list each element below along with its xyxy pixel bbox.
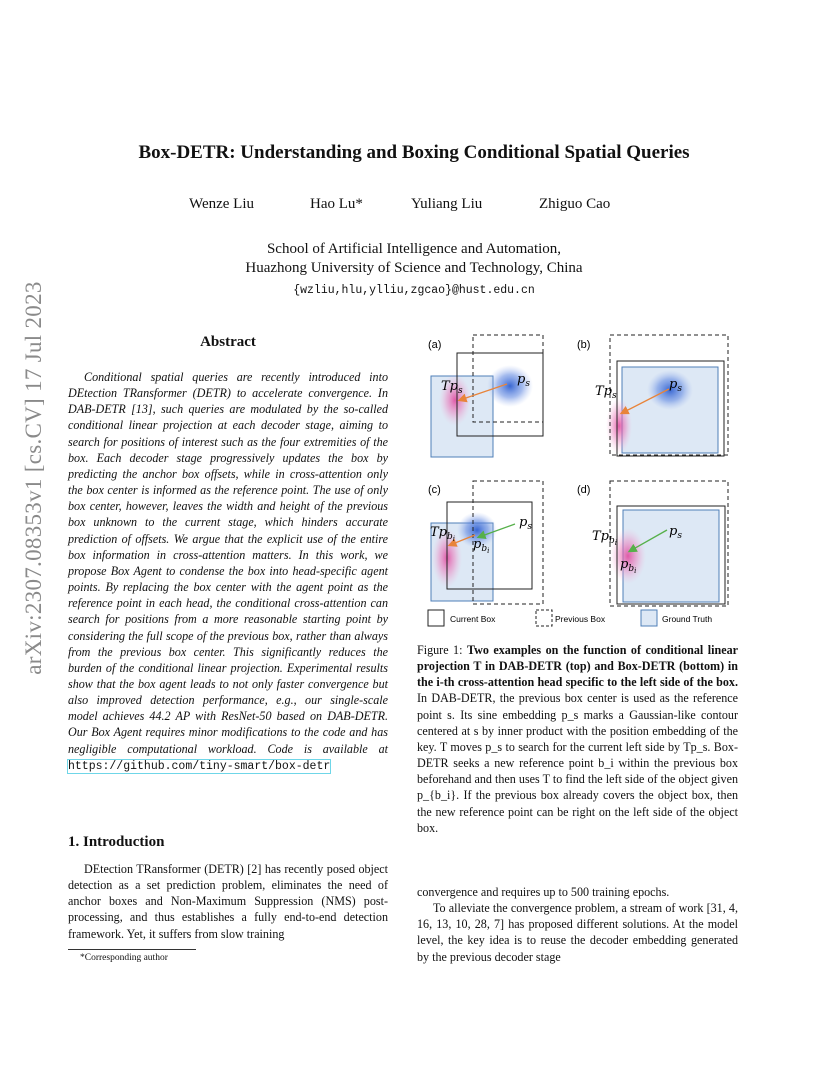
abstract-text: Conditional spatial queries are recently introduced into DEtection TRansformer (DETR) to accelerate convergence. In DAB-DETR [13], such queries are modulated by the so-called conditional linear projection at each decoder stage, aiming to search for positions of interest such as the four extremities of the box. Each decoder stage progressively updates the box by predicting the anchor box offsets, while in cross-attention only the box center is informed as the reference point. The use of only box center, however, leaves the width and height of the previous box unknown to the current stage, which hinders accurate prediction of offsets. We argue that the explicit use of the entire box information in cross-attention matters. In this work, we propose Box Agent to condense the box into head-specific agent points. By replacing the box center with the agent point as the reference point in each head, the conditional cross-attention can search for positions from a more reasonable starting point by considering the full scope of the previous box, rather than always from the previous box center. This significantly reduces the burden of the conditional linear projection. Experimental results show that the box agent leads to not only faster convergence but also improved detection performance, e.g., our single-scale model achieves 44.2 AP with ResNet-50 based on DAB-DETR. Our Box Agent requires minor modifications to the code and has negligible computational workload. Code is available at	[68, 370, 388, 756]
intro-right-column	[417, 884, 738, 965]
panel-b-label: (b)	[577, 339, 591, 351]
footnote-rule	[68, 949, 196, 950]
intro-left-column	[68, 861, 388, 942]
paper-title: Box-DETR: Understanding and Boxing Conditional Spatial Queries	[138, 142, 690, 163]
label-tp-b: $Tp_bi$	[592, 529, 618, 547]
panel-d	[577, 481, 728, 606]
legend-current-box: Current Box	[450, 614, 496, 624]
caption-label: Figure 1:	[417, 643, 463, 657]
arxiv-stamp: arXiv:2307.08353v1 [cs.CV] 17 Jul 2023	[21, 281, 46, 675]
intro-right-paragraph-2: To alleviate the convergence problem, a stream of work [31, 4, 16, 13, 10, 28, 7] has proposed different solutions. At the model level, the key idea is to reuse the decoder embedding generated by the previous decoder stage	[417, 901, 738, 964]
author-1: Wenze Liu	[189, 196, 255, 212]
label-p-b: $p_bi$	[473, 537, 490, 555]
legend-ground-truth: Ground Truth	[662, 614, 713, 624]
legend-gt-swatch	[641, 610, 657, 626]
label-p-s: $p_s$	[669, 524, 682, 541]
panel-a	[428, 335, 543, 457]
caption-text: In DAB-DETR, the previous box center is used as the reference point s. Its sine embedding p_s marks a Gaussian-like contour centered at s by inner product with the position embedding of the key. T moves p_s to search for the current left side by Tp_s. Box-DETR seeks a new reference point b_i within the previous box beforehand and then uses T to find the left side of the object given p_{b_i}. If the previous box already covers the object box, then the new reference point can be right on the left side of the object box.	[417, 691, 738, 835]
label-p-b: $p_bi$	[620, 557, 637, 575]
legend-current-swatch	[428, 610, 444, 626]
figure-legend	[428, 610, 712, 626]
panel-c	[428, 481, 543, 604]
footnote: *Corresponding author	[80, 953, 168, 963]
code-link[interactable]: https://github.com/tiny-smart/box-detr	[68, 759, 331, 773]
panel-d-label: (d)	[577, 484, 591, 496]
affiliation-line-2: Huazhong University of Science and Technology, China	[245, 260, 583, 276]
figure-1	[417, 330, 742, 635]
label-p-s: $p_s$	[669, 377, 682, 394]
abstract-body	[68, 369, 388, 775]
label-tp-b: $Tp_bi$	[430, 525, 456, 543]
intro-heading: 1. Introduction	[68, 834, 165, 850]
panel-b	[577, 335, 728, 456]
intro-paragraph-1: DEtection TRansformer (DETR) [2] has recently posed object detection as a set prediction problem, eliminates the need of anchor boxes and Non-Maximum Suppression (NMS) post-processing, and thus establishes a fully end-to-end detection framework. Yet, it suffers from slow training	[68, 862, 388, 941]
label-p-s: $p_s$	[517, 372, 530, 389]
pink-contour	[610, 528, 646, 584]
intro-right-paragraph-1: convergence and requires up to 500 training epochs.	[417, 885, 670, 899]
legend-previous-box: Previous Box	[555, 614, 606, 624]
label-tp-s: $Tp_s$	[441, 379, 463, 396]
abstract-heading: Abstract	[200, 334, 256, 350]
author-emails: {wzliu,hlu,ylliu,zgcao}@hust.edu.cn	[293, 284, 535, 297]
label-tp-s: $Tp_s$	[595, 384, 617, 401]
label-p-s: $p_s$	[519, 515, 532, 532]
affiliation-line-1: School of Artificial Intelligence and Automation,	[266, 241, 562, 257]
figure-caption	[417, 642, 738, 836]
author-3: Yuliang Liu	[411, 196, 483, 212]
author-2: Hao Lu*	[310, 196, 363, 212]
panel-a-label: (a)	[428, 339, 442, 351]
caption-bold: Two examples on the function of conditional linear projection T in DAB-DETR (top) and Box-DETR (bottom) in the i-th cross-attention head specific to the left side of the box.	[417, 643, 738, 690]
panel-c-label: (c)	[428, 484, 441, 496]
author-4: Zhiguo Cao	[539, 196, 611, 212]
legend-previous-swatch	[536, 610, 552, 626]
